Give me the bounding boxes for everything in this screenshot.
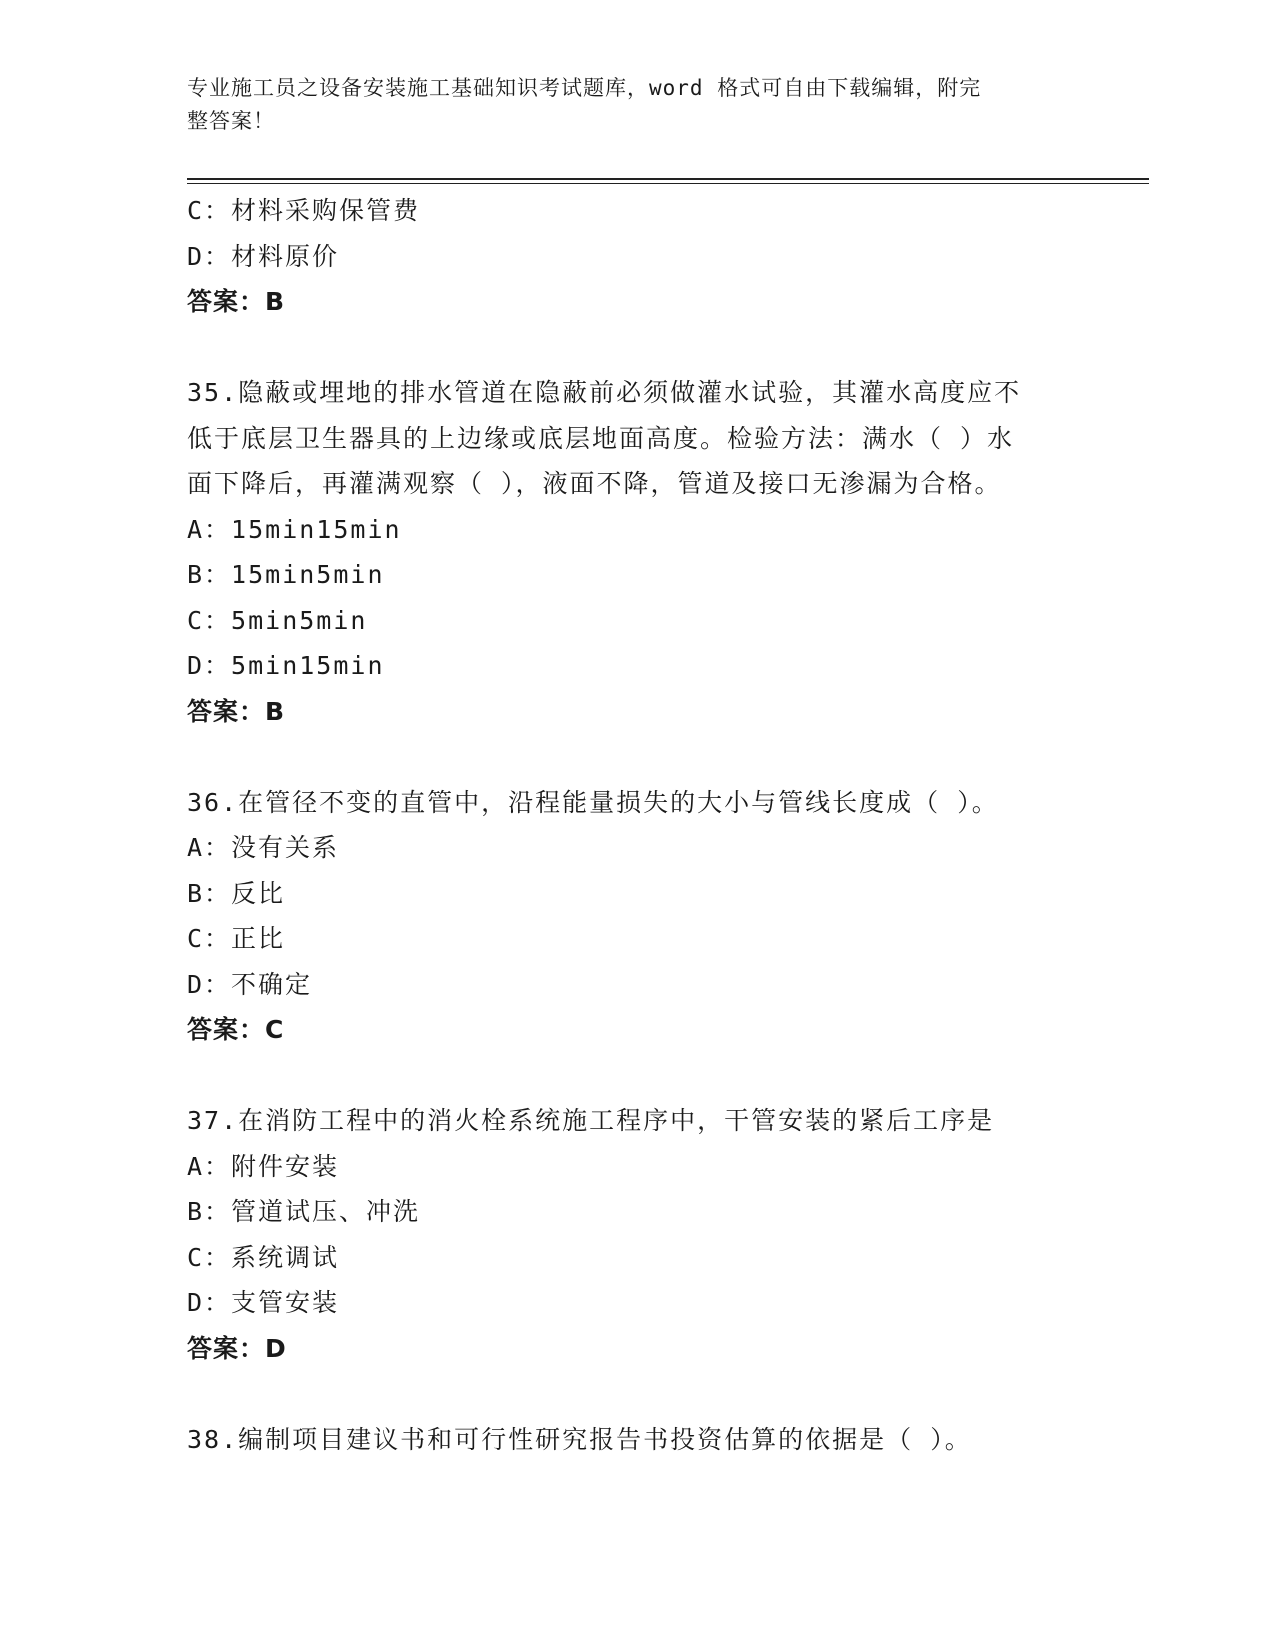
answer-text: 答案：B xyxy=(187,287,286,316)
spacer xyxy=(187,325,1087,371)
option-d: D：材料原价 xyxy=(187,241,340,271)
question-text-line-3: 面下降后，再灌满观察（ ），液面不降，管道及接口无渗漏为合格。 xyxy=(187,469,1002,498)
question-list xyxy=(187,188,1087,1462)
answer-text: 答案：D xyxy=(187,1333,287,1363)
question-text-line-1: 37.在消防工程中的消火栓系统施工程序中，干管安装的紧后工序是 xyxy=(187,1106,995,1135)
question-block-36 xyxy=(187,780,1087,1053)
option-d: D：支管安装 xyxy=(187,1288,340,1317)
option-d: D：5min15min xyxy=(187,651,385,680)
spacer xyxy=(187,1371,1087,1417)
option-b: B：15min5min xyxy=(187,560,385,589)
option-b: B：管道试压、冲洗 xyxy=(187,1197,421,1226)
option-d: D：不确定 xyxy=(187,969,313,999)
question-block-34 xyxy=(187,188,1087,325)
spacer xyxy=(187,1053,1087,1099)
option-c: C：系统调试 xyxy=(187,1242,340,1272)
header-divider-thin xyxy=(187,183,1149,184)
question-text-line-1: 38.编制项目建议书和可行性研究报告书投资估算的依据是（ ）。 xyxy=(187,1424,972,1454)
spacer xyxy=(187,734,1087,780)
question-block-35 xyxy=(187,370,1087,734)
answer-text: 答案：C xyxy=(187,1015,285,1044)
option-a: A：没有关系 xyxy=(187,833,340,862)
option-c: C：正比 xyxy=(187,924,286,953)
option-c: C：5min5min xyxy=(187,605,368,635)
document-header xyxy=(187,72,1067,138)
answer-text: 答案：B xyxy=(187,696,286,726)
option-c: C：材料采购保管费 xyxy=(187,196,421,225)
header-divider-thick xyxy=(187,178,1149,180)
question-text-line-1: 36.在管径不变的直管中，沿程能量损失的大小与管线长度成（ ）。 xyxy=(187,787,999,817)
question-text-line-2: 低于底层卫生器具的上边缘或底层地面高度。检验方法：满水（ ）水 xyxy=(187,423,1015,453)
option-a: A：15min15min xyxy=(187,514,402,544)
option-b: B：反比 xyxy=(187,878,286,908)
header-line-2: 整答案！ xyxy=(187,109,275,133)
question-block-38 xyxy=(187,1417,1087,1463)
question-text-line-1: 35.隐蔽或埋地的排水管道在隐蔽前必须做灌水试验，其灌水高度应不 xyxy=(187,378,1022,407)
header-line-1: 专业施工员之设备安装施工基础知识考试题库，word 格式可自由下载编辑，附完 xyxy=(187,76,982,100)
question-block-37 xyxy=(187,1098,1087,1371)
option-a: A：附件安装 xyxy=(187,1151,340,1181)
